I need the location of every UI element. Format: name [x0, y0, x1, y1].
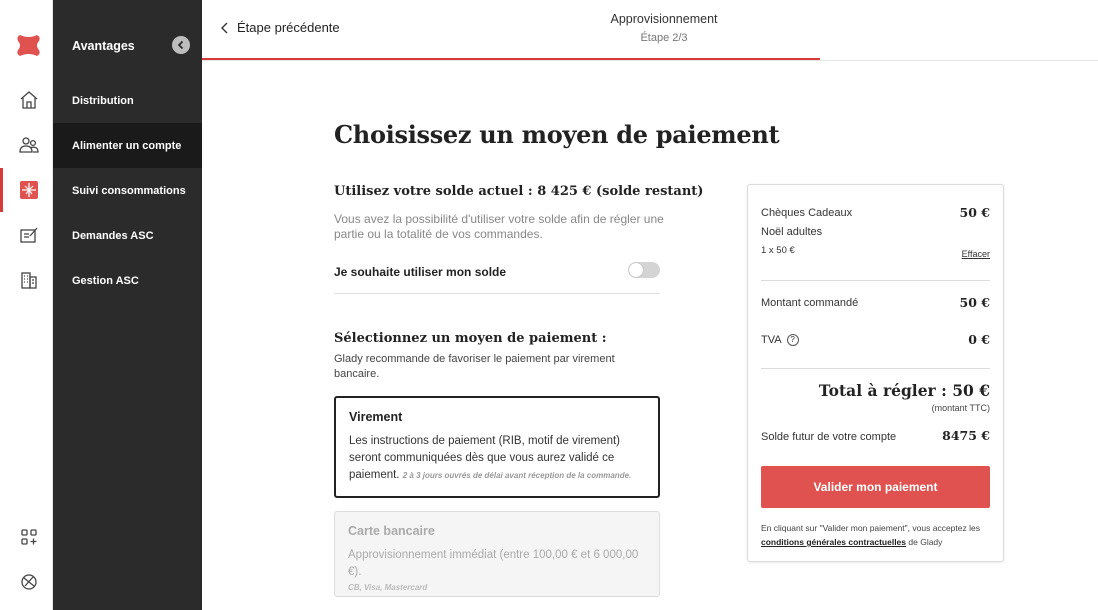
chevron-left-icon: [176, 40, 186, 50]
step-counter: Étape 2/3: [640, 32, 688, 44]
sidebar: [53, 0, 202, 610]
step-header: [202, 0, 1098, 61]
remove-item-link[interactable]: Effacer: [961, 249, 990, 259]
divider: [761, 368, 990, 369]
product-subtitle: Noël adultes: [761, 226, 823, 238]
payment-option-note: CB, Visa, Mastercard: [348, 583, 428, 592]
use-balance-toggle[interactable]: [628, 262, 660, 278]
total-ttc-note: (montant TTC): [931, 403, 990, 413]
total-to-pay: Total à régler : 50 €: [818, 381, 990, 400]
gift-icon[interactable]: [16, 177, 42, 203]
product-quantity: 1 x 50 €: [761, 245, 795, 256]
apps-icon[interactable]: [16, 524, 42, 550]
payment-option-description: Les instructions de paiement (RIB, motif de virement) seront communiquées dès que vous aurez validé ce paiement. 2 à 3 jours ouvrés de délai avant réception de la commande.: [349, 435, 632, 481]
ordered-amount-label: Montant commandé: [761, 297, 859, 309]
step-progress-bar: [202, 58, 820, 60]
home-icon[interactable]: [16, 87, 42, 113]
building-icon[interactable]: [16, 267, 42, 293]
sidebar-item-gestion-asc[interactable]: Gestion ASC: [72, 274, 139, 287]
payment-method-title: Sélectionnez un moyen de paiement :: [334, 331, 607, 346]
icon-rail: [0, 0, 53, 610]
requests-icon[interactable]: [16, 222, 42, 248]
step-title: Approvisionnement: [610, 12, 718, 26]
ordered-amount-value: 50 €: [959, 295, 990, 310]
balance-description: Vous avez la possibilité d'utiliser votre solde afin de régler une partie ou la totalité de vos commandes.: [334, 212, 664, 241]
vat-label: TVA: [761, 334, 782, 346]
previous-step-button[interactable]: [220, 20, 340, 35]
future-balance-label: Solde futur de votre compte: [761, 431, 897, 443]
use-balance-row: [334, 262, 660, 294]
future-balance-value: 8475 €: [942, 428, 990, 443]
toggle-knob: [629, 263, 643, 277]
balance-title: Utilisez votre solde actuel : 8 425 € (solde restant): [334, 184, 704, 199]
sidebar-item-distribution[interactable]: Distribution: [72, 94, 134, 107]
previous-step-label: Étape précédente: [237, 20, 340, 35]
payment-option-title: Virement: [349, 410, 403, 424]
payment-option-carte-bancaire[interactable]: [334, 511, 660, 597]
chevron-left-icon: [220, 22, 229, 34]
payment-option-title: Carte bancaire: [348, 524, 435, 538]
sidebar-title: Avantages: [72, 39, 135, 53]
users-icon[interactable]: [16, 132, 42, 158]
vat-row: [761, 334, 990, 346]
sidebar-item-demandes-asc[interactable]: Demandes ASC: [72, 229, 154, 242]
glady-logo-icon[interactable]: [16, 33, 41, 58]
sidebar-item-suivi-consommations[interactable]: Suivi consommations: [72, 184, 186, 197]
sidebar-item-alimenter-un-compte[interactable]: Alimenter un compte: [53, 123, 202, 168]
page-title: Choisissez un moyen de paiement: [334, 120, 780, 149]
payment-option-note: 2 à 3 jours ouvrés de délai avant réception de la commande.: [402, 471, 632, 480]
help-icon[interactable]: ?: [787, 334, 799, 346]
order-summary: [747, 184, 1004, 562]
product-name: Chèques Cadeaux: [761, 207, 853, 219]
payment-option-virement[interactable]: [334, 396, 660, 498]
use-balance-label: Je souhaite utiliser mon solde: [334, 265, 507, 279]
terms-link[interactable]: conditions générales contractuelles: [761, 537, 907, 547]
divider: [761, 280, 990, 281]
terms-notice: En cliquant sur "Valider mon paiement", vous acceptez les conditions générales contractuelles de Glady: [761, 523, 980, 547]
validate-payment-button[interactable]: Valider mon paiement: [761, 466, 990, 508]
collapse-sidebar-button[interactable]: [172, 36, 190, 54]
product-amount: 50 €: [959, 205, 990, 220]
payment-option-description: Approvisionnement immédiat (entre 100,00 € et 6 000,00 €).: [348, 549, 639, 578]
rail-active-indicator: [0, 168, 3, 212]
vat-value: 0 €: [968, 332, 990, 347]
payment-method-description: Glady recommande de favoriser le paiement par virement bancaire.: [334, 353, 615, 380]
logout-icon[interactable]: [16, 569, 42, 595]
